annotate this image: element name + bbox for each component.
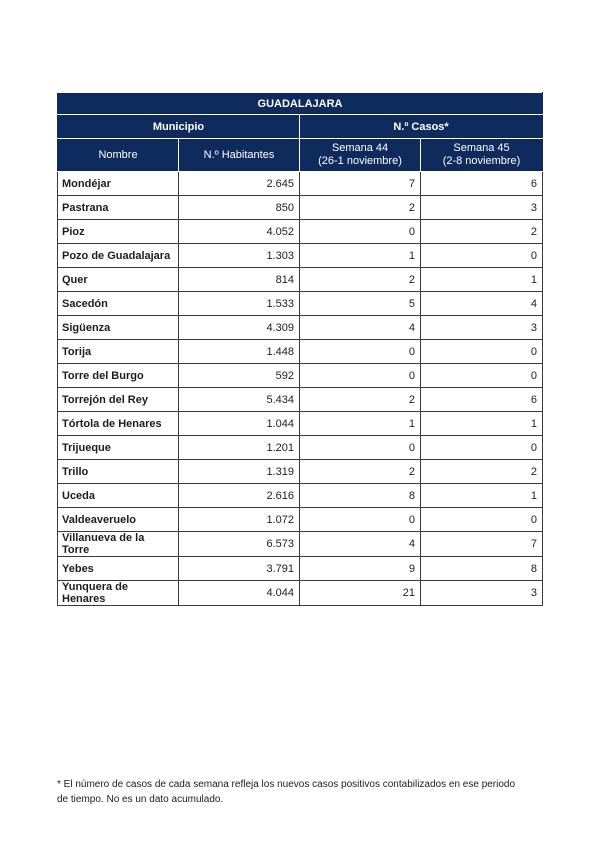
table-title-row [58, 93, 543, 115]
table-row [58, 532, 543, 557]
row-semana45: 0 [421, 436, 543, 460]
row-habitantes: 6.573 [179, 532, 300, 557]
row-semana44: 2 [300, 460, 421, 484]
row-semana45: 8 [421, 557, 543, 581]
row-semana45: 4 [421, 292, 543, 316]
row-nombre: Torrejón del Rey [58, 388, 179, 412]
row-nombre: Pastrana [58, 196, 179, 220]
row-semana45: 1 [421, 412, 543, 436]
semana44-label: Semana 44 [331, 142, 389, 154]
row-habitantes: 3.791 [179, 557, 300, 581]
table-row [58, 196, 543, 220]
municipio-group-header: Municipio [58, 115, 300, 139]
nombre-column-header: Nombre [58, 139, 179, 172]
row-semana44: 5 [300, 292, 421, 316]
table-row [58, 172, 543, 196]
row-habitantes: 1.448 [179, 340, 300, 364]
table-row [58, 581, 543, 606]
row-habitantes: 1.533 [179, 292, 300, 316]
semana44-dates: (26-1 noviembre) [318, 155, 402, 167]
group-header-row [58, 115, 543, 139]
row-nombre: Torre del Burgo [58, 364, 179, 388]
row-semana44: 0 [300, 436, 421, 460]
row-semana45: 2 [421, 460, 543, 484]
row-semana44: 1 [300, 412, 421, 436]
footnote-line-1: * El número de casos de cada semana refleja los nuevos casos positivos contabilizados en ese periodo [57, 779, 516, 790]
row-nombre: Yebes [58, 557, 179, 581]
footnote [57, 777, 547, 807]
habitantes-column-header: N.º Habitantes [179, 139, 300, 172]
table-row [58, 557, 543, 581]
table-row [58, 460, 543, 484]
row-semana45: 0 [421, 508, 543, 532]
row-semana45: 3 [421, 196, 543, 220]
row-semana45: 6 [421, 388, 543, 412]
table-row [58, 292, 543, 316]
row-habitantes: 2.616 [179, 484, 300, 508]
row-nombre: Mondéjar [58, 172, 179, 196]
row-habitantes: 1.319 [179, 460, 300, 484]
row-habitantes: 850 [179, 196, 300, 220]
row-semana45: 3 [421, 581, 543, 606]
row-semana44: 0 [300, 340, 421, 364]
row-semana45: 0 [421, 364, 543, 388]
row-semana45: 2 [421, 220, 543, 244]
row-semana44: 1 [300, 244, 421, 268]
row-nombre: Uceda [58, 484, 179, 508]
row-nombre: Trijueque [58, 436, 179, 460]
row-nombre: Villanueva de la Torre [58, 532, 179, 557]
row-semana44: 21 [300, 581, 421, 606]
row-nombre: Yunquera de Henares [58, 581, 179, 606]
row-semana45: 0 [421, 340, 543, 364]
row-nombre: Trillo [58, 460, 179, 484]
row-habitantes: 592 [179, 364, 300, 388]
table-row [58, 484, 543, 508]
table-row [58, 316, 543, 340]
cases-table [57, 92, 543, 606]
row-nombre: Quer [58, 268, 179, 292]
table-row [58, 340, 543, 364]
row-habitantes: 814 [179, 268, 300, 292]
table-row [58, 388, 543, 412]
row-habitantes: 1.072 [179, 508, 300, 532]
semana45-column-header [421, 139, 543, 172]
row-habitantes: 2.645 [179, 172, 300, 196]
table-row [58, 508, 543, 532]
row-semana44: 9 [300, 557, 421, 581]
column-header-row [58, 139, 543, 172]
table-row [58, 436, 543, 460]
row-semana44: 7 [300, 172, 421, 196]
row-semana44: 0 [300, 364, 421, 388]
row-semana45: 0 [421, 244, 543, 268]
row-habitantes: 4.052 [179, 220, 300, 244]
row-semana44: 2 [300, 196, 421, 220]
footnote-line-2: de tiempo. No es un dato acumulado. [57, 794, 224, 805]
row-semana44: 4 [300, 316, 421, 340]
semana44-column-header [300, 139, 421, 172]
table-row [58, 268, 543, 292]
row-habitantes: 4.309 [179, 316, 300, 340]
row-semana45: 1 [421, 268, 543, 292]
table-row [58, 244, 543, 268]
row-semana44: 4 [300, 532, 421, 557]
row-habitantes: 1.303 [179, 244, 300, 268]
table-row [58, 412, 543, 436]
table-title: GUADALAJARA [58, 93, 543, 115]
semana45-label: Semana 45 [453, 142, 510, 154]
row-nombre: Pozo de Guadalajara [58, 244, 179, 268]
row-nombre: Pioz [58, 220, 179, 244]
table-row [58, 220, 543, 244]
row-semana45: 1 [421, 484, 543, 508]
row-nombre: Tórtola de Henares [58, 412, 179, 436]
row-semana44: 0 [300, 220, 421, 244]
row-habitantes: 4.044 [179, 581, 300, 606]
row-nombre: Torija [58, 340, 179, 364]
row-semana44: 2 [300, 388, 421, 412]
row-semana45: 3 [421, 316, 543, 340]
row-habitantes: 5.434 [179, 388, 300, 412]
row-nombre: Sacedón [58, 292, 179, 316]
row-semana44: 2 [300, 268, 421, 292]
row-semana44: 0 [300, 508, 421, 532]
row-habitantes: 1.201 [179, 436, 300, 460]
row-semana44: 8 [300, 484, 421, 508]
row-semana45: 7 [421, 532, 543, 557]
row-nombre: Valdeaveruelo [58, 508, 179, 532]
row-semana45: 6 [421, 172, 543, 196]
row-habitantes: 1.044 [179, 412, 300, 436]
casos-group-header: N.º Casos* [300, 115, 543, 139]
row-nombre: Sigüenza [58, 316, 179, 340]
table-row [58, 364, 543, 388]
semana45-dates: (2-8 noviembre) [442, 155, 521, 167]
